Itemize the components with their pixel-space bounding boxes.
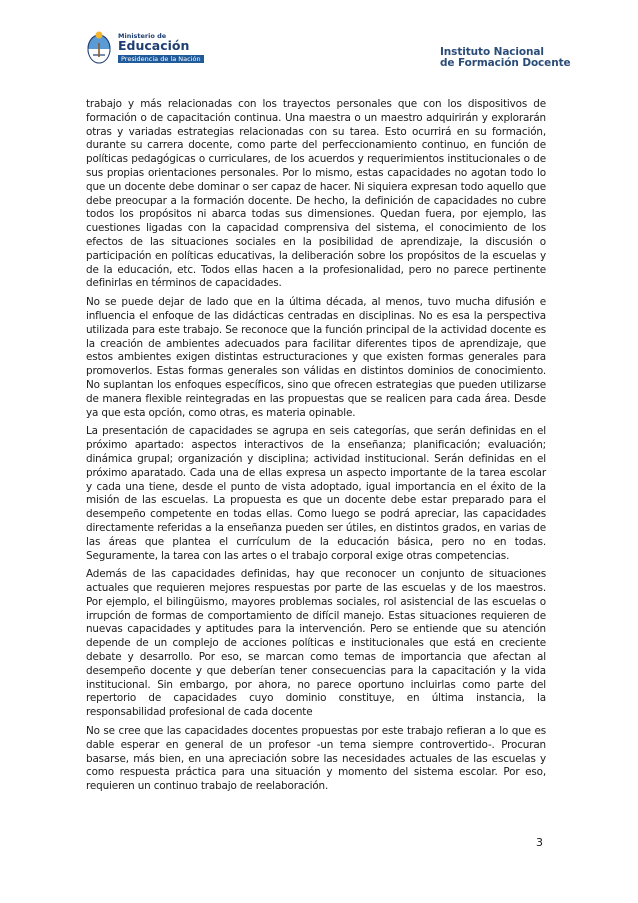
document-body bbox=[86, 98, 546, 799]
argentina-shield-icon bbox=[86, 30, 112, 66]
ministry-label: Ministerio de bbox=[118, 31, 167, 40]
paragraph-1: trabajo y más relacionadas con los trayectos personales que con los dispositivos de formación o de capacitación continua. Una maestra o un maestro adquirirán y explorarán otras y variadas estrategias relacionadas con su tarea. Esto ocurrirá en su formación, durante su carrera docente, como parte del perfeccionamiento continuo, en función de políticas pedagógicas o curriculares, de los acuerdos y requerimientos institucionales o de sus propias orientaciones personales. Por lo mismo, estas capacidades no agotan todo lo que un docente debe dominar o ser capaz de hacer. Ni siquiera expresan todo aquello que debe preocupar a la formación docente. De hecho, la definición de capacidades no cubre todos los propósitos ni abarca todas sus dimensiones. Quedan fuera, por ejemplo, las cuestiones ligadas con la capacidad comprensiva del sistema, el conocimiento de los efectos de las situaciones sociales en la posibilidad de aprendizaje, la discusión o participación en políticas educativas, la deliberación sobre los propósitos de la escuelas y de la educación, etc. Todos ellas hacen a la profesionalidad, pero no parece pertinente definirlas en términos de capacidades. bbox=[86, 98, 546, 290]
education-label: Educación bbox=[118, 38, 190, 54]
page-number: 3 bbox=[536, 836, 543, 849]
presidency-label: Presidencia de la Nación bbox=[118, 55, 204, 64]
paragraph-5: No se cree que las capacidades docentes propuestas por este trabajo refieran a lo que es dable esperar en general de un profesor -un tema siempre controvertido-. Procuran basarse, más bien, en una apreciación sobre las necesidades actuales de las escuelas y como respuesta práctica para una situación y momento del sistema escolar. Por eso, requieren un continuo trabajo de reelaboración. bbox=[86, 725, 546, 793]
paragraph-3: La presentación de capacidades se agrupa en seis categorías, que serán definidas en el próximo apartado: aspectos interactivos de la enseñanza; planificación; evaluación; dinámica grupal; organización y disciplina; actividad institucional. Serán definidas en el próximo aparatado. Cada una de ellas expresa un aspecto importante de la tarea escolar y cada una tiene, desde el punto de vista adoptado, igual importancia en el éxito de la misión de las escuelas. La propuesta es que un docente debe estar preparado para el desempeño competente en todas ellas. Como luego se podrá apreciar, las capacidades directamente referidas a la enseñanza pueden ser útiles, en distintos grados, en varias de las áreas que plantea el currículum de la educación básica, pero no en todas. Seguramente, la tarea con las artes o el trabajo corporal exige otras competencias. bbox=[86, 425, 546, 562]
institute-name-line1: Instituto Nacional bbox=[440, 46, 544, 58]
institute-name-line2: de Formación Docente bbox=[440, 57, 571, 70]
page-header bbox=[0, 0, 638, 80]
paragraph-2: No se puede dejar de lado que en la última década, al menos, tuvo mucha difusión e influencia el enfoque de las didácticas centradas en disciplinas. No es esa la perspectiva utilizada para este trabajo. Se reconoce que la función principal de la actividad docente es la creación de ambientes adecuados para facilitar diferentes tipos de aprendizaje, que estos ambientes exigen distintas estructuraciones y que existen formas generales para promoverlos. Estas formas generales son válidas en distintos dominios de conocimiento. No suplantan los enfoques específicos, sino que ofrecen estrategias que pueden utilizarse de manera flexible reintegradas en las propuestas que se realicen para cada área. Desde ya que esta opción, como otras, es materia opinable. bbox=[86, 296, 546, 419]
institute-logo bbox=[440, 47, 571, 69]
paragraph-4: Además de las capacidades definidas, hay que reconocer un conjunto de situaciones actuales que requieren mejores respuestas por parte de las escuelas y de los maestros. Por ejemplo, el bilingüismo, mayores problemas sociales, rol asistencial de las escuelas o irrupción de formas de comportamiento de difícil manejo. Estas situaciones requieren de nuevas capacidades y aptitudes para la intervención. Pero se entiende que su atención depende de un complejo de acciones políticas e institucionales que está en creciente debate y desarrollo. Por eso, se marcan como temas de importancia que afectan al desempeño docente y que deberían tener consecuencias para la capacitación y la vida institucional. Sin embargo, por ahora, no parece oportuno incluirlas como parte del repertorio de capacidades cuyo dominio constituye, en última instancia, la responsabilidad profesional de cada docente bbox=[86, 568, 546, 719]
ministry-logo bbox=[86, 28, 226, 68]
